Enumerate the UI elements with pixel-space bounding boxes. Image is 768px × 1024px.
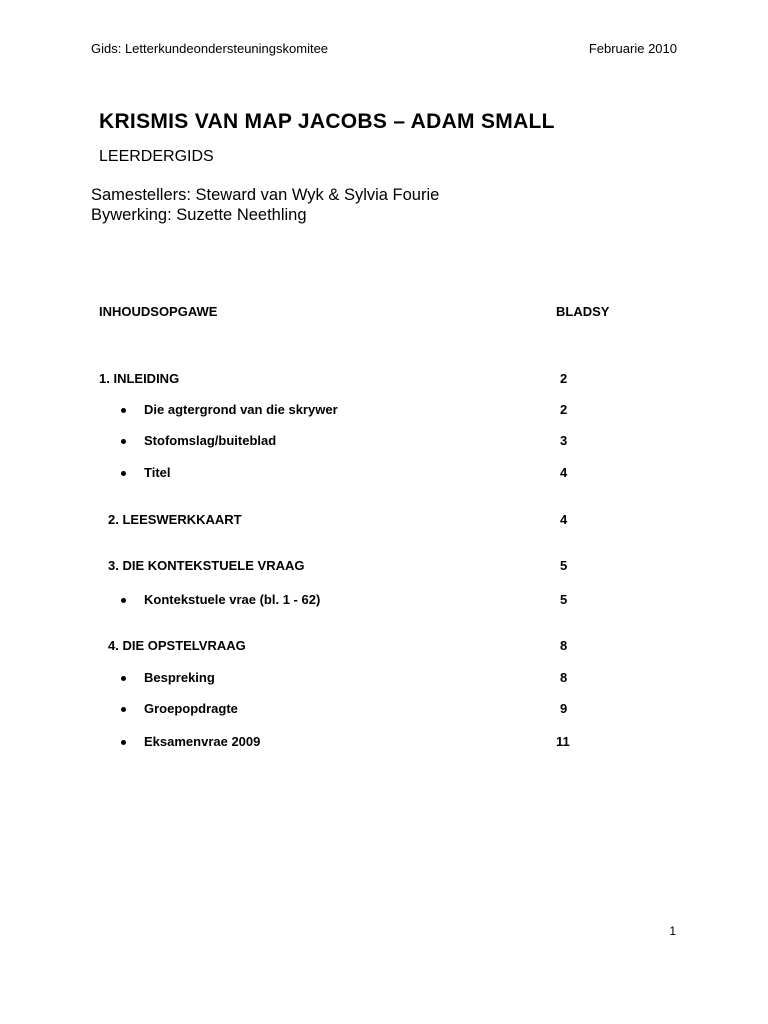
- toc-row-label: Bespreking: [144, 670, 215, 685]
- toc-row-label: Kontekstuele vrae (bl. 1 - 62): [144, 592, 321, 607]
- toc-row-agtergrond: [0, 402, 768, 420]
- toc-row-label: Eksamenvrae 2009: [144, 734, 261, 749]
- toc-row-page: 9: [560, 701, 568, 716]
- toc-row-leeswerkkaart: [0, 512, 768, 530]
- toc-row-page: 8: [560, 638, 568, 653]
- toc-row-page: 4: [560, 465, 568, 480]
- toc-heading: INHOUDSOPGAWE: [99, 304, 218, 319]
- toc-row-page: 8: [560, 670, 568, 685]
- toc-row-label: Stofomslag/buiteblad: [144, 433, 277, 448]
- toc-row-inleiding: [0, 371, 768, 389]
- toc-row-page: 3: [560, 433, 568, 448]
- toc-row-page: 2: [560, 371, 568, 386]
- toc-page-heading: BLADSY: [556, 304, 610, 319]
- bullet-icon: [121, 439, 126, 444]
- toc-row-label: 2. LEESWERKKAART: [108, 512, 242, 527]
- document-title: KRISMIS VAN MAP JACOBS – ADAM SMALL: [99, 110, 555, 133]
- toc-row-page: 5: [560, 558, 568, 573]
- toc-row-label: 4. DIE OPSTELVRAAG: [108, 638, 246, 653]
- toc-row-label: 1. INLEIDING: [99, 371, 180, 386]
- editing-line: Bywerking: Suzette Neethling: [91, 206, 307, 224]
- toc-row-bespreking: [0, 670, 768, 688]
- bullet-icon: [121, 707, 126, 712]
- document-subtitle: LEERDERGIDS: [99, 148, 214, 165]
- toc-row-page: 11: [556, 734, 570, 749]
- bullet-icon: [121, 740, 126, 745]
- bullet-icon: [121, 408, 126, 413]
- toc-row-label: Titel: [144, 465, 171, 480]
- toc-row-page: 2: [560, 402, 568, 417]
- toc-row-kontekstuele-vrae: [0, 592, 768, 610]
- toc-row-eksamenvrae: [0, 734, 768, 752]
- bullet-icon: [121, 676, 126, 681]
- bullet-icon: [121, 598, 126, 603]
- toc-row-opstelvraag: [0, 638, 768, 656]
- toc-row-label: 3. DIE KONTEKSTUELE VRAAG: [108, 558, 305, 573]
- toc-row-groepopdragte: [0, 701, 768, 719]
- toc-row-stofomslag: [0, 433, 768, 451]
- page-number: 1: [669, 924, 676, 938]
- bullet-icon: [121, 471, 126, 476]
- toc-row-label: Groepopdragte: [144, 701, 238, 716]
- toc-row-label: Die agtergrond van die skrywer: [144, 402, 338, 417]
- toc-row-titel: [0, 465, 768, 483]
- compilers-line: Samestellers: Steward van Wyk & Sylvia Fourie: [91, 186, 440, 204]
- header-left: Gids: Letterkundeondersteuningskomitee: [91, 41, 329, 56]
- toc-row-kontekstuele-vraag: [0, 558, 768, 576]
- toc-row-page: 4: [560, 512, 568, 527]
- header-right: Februarie 2010: [588, 41, 677, 56]
- toc-row-page: 5: [560, 592, 568, 607]
